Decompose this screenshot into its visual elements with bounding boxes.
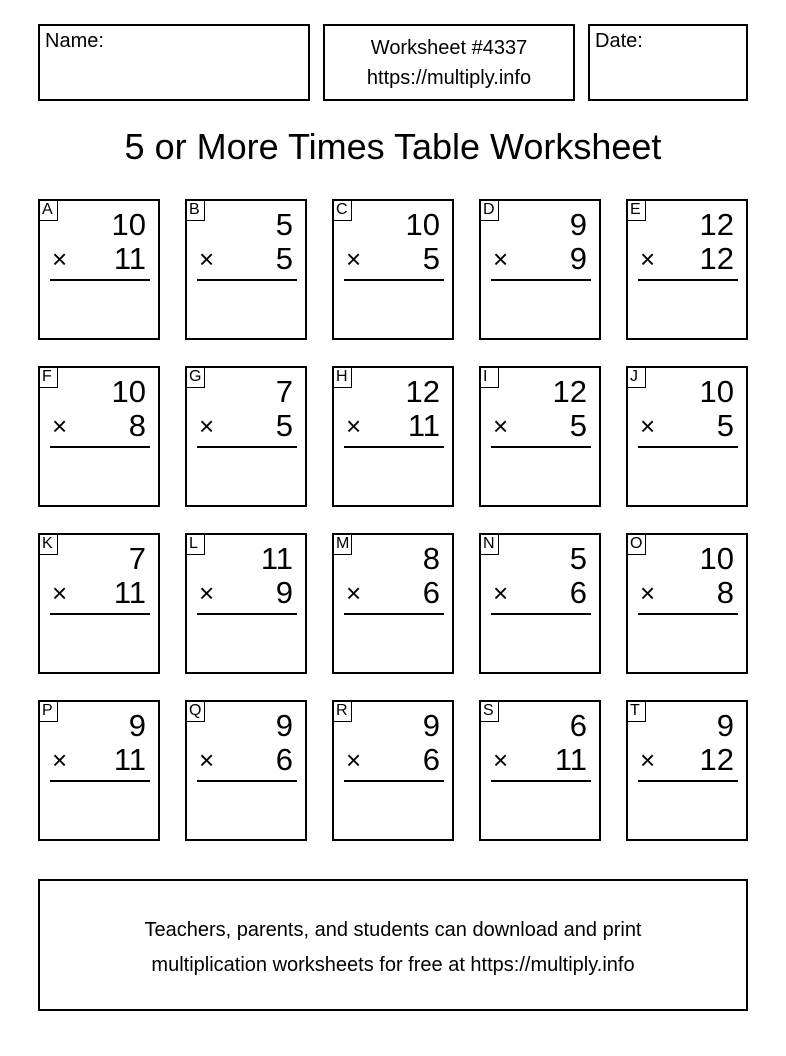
multiply-sign: × <box>199 745 215 775</box>
multiply-sign: × <box>52 411 68 441</box>
multiply-sign: × <box>346 244 362 274</box>
problem-bottom-number: 6 <box>422 575 440 610</box>
problem-top-number: 7 <box>128 541 146 576</box>
problem-card[interactable] <box>479 533 601 674</box>
problem-bottom-number: 11 <box>407 408 440 443</box>
answer-line <box>638 446 738 448</box>
problem-letter: H <box>332 366 352 388</box>
multiply-sign: × <box>52 244 68 274</box>
answer-line <box>197 613 297 615</box>
answer-line <box>344 613 444 615</box>
answer-line <box>197 446 297 448</box>
problem-card[interactable] <box>479 366 601 507</box>
multiply-sign: × <box>346 578 362 608</box>
problem-letter: M <box>332 533 352 555</box>
problem-card[interactable] <box>479 199 601 340</box>
problem-letter: Q <box>185 700 205 722</box>
problem-card[interactable] <box>185 366 307 507</box>
problem-letter: J <box>626 366 646 388</box>
multiply-sign: × <box>199 411 215 441</box>
multiply-sign: × <box>493 244 509 274</box>
problem-bottom-number: 11 <box>554 742 587 777</box>
problem-bottom-number: 5 <box>275 241 293 276</box>
multiply-sign: × <box>199 578 215 608</box>
page-title: 5 or More Times Table Worksheet <box>124 126 662 167</box>
problem-bottom-number: 9 <box>275 575 293 610</box>
problem-bottom-number: 6 <box>275 742 293 777</box>
problem-card[interactable] <box>38 366 160 507</box>
answer-line <box>344 780 444 782</box>
footer-box <box>38 879 748 1011</box>
multiply-sign: × <box>346 411 362 441</box>
problem-top-number: 5 <box>275 207 293 242</box>
footer-line-1: Teachers, parents, and students can download and print <box>144 919 642 941</box>
problem-letter: K <box>38 533 58 555</box>
footer-line-2: multiplication worksheets for free at https://multiply.info <box>151 954 635 976</box>
name-label: Name: <box>45 30 104 52</box>
problem-letter: G <box>185 366 205 388</box>
answer-line <box>197 279 297 281</box>
problem-card[interactable] <box>332 700 454 841</box>
problem-top-number: 7 <box>275 374 293 409</box>
answer-line <box>638 780 738 782</box>
problem-bottom-number: 8 <box>716 575 734 610</box>
problem-card[interactable] <box>38 700 160 841</box>
problem-letter: I <box>479 366 499 388</box>
problem-letter: C <box>332 199 352 221</box>
worksheet-number: Worksheet #4337 <box>370 37 528 59</box>
problem-top-number: 8 <box>422 541 440 576</box>
worksheet-url: https://multiply.info <box>366 67 532 89</box>
answer-line <box>491 446 591 448</box>
multiply-sign: × <box>52 745 68 775</box>
problem-card[interactable] <box>332 199 454 340</box>
problem-bottom-number: 6 <box>569 575 587 610</box>
problem-letter: L <box>185 533 205 555</box>
problem-letter: D <box>479 199 499 221</box>
problem-bottom-number: 6 <box>422 742 440 777</box>
name-field-box[interactable] <box>38 24 310 101</box>
problem-card[interactable] <box>332 366 454 507</box>
problem-card[interactable] <box>479 700 601 841</box>
multiply-sign: × <box>493 578 509 608</box>
problem-letter: T <box>626 700 646 722</box>
multiply-sign: × <box>640 745 656 775</box>
problem-bottom-number: 11 <box>113 742 146 777</box>
problem-bottom-number: 5 <box>716 408 734 443</box>
problem-bottom-number: 5 <box>275 408 293 443</box>
problem-letter: E <box>626 199 646 221</box>
problem-top-number: 9 <box>569 207 587 242</box>
problem-bottom-number: 12 <box>699 742 734 777</box>
multiply-sign: × <box>199 244 215 274</box>
answer-line <box>491 613 591 615</box>
problem-bottom-number: 11 <box>113 575 146 610</box>
problem-letter: A <box>38 199 58 221</box>
multiply-sign: × <box>640 411 656 441</box>
answer-line <box>50 279 150 281</box>
problem-card[interactable] <box>38 533 160 674</box>
problem-bottom-number: 9 <box>569 241 587 276</box>
problem-letter: F <box>38 366 58 388</box>
problem-top-number: 10 <box>699 541 734 576</box>
date-field-box[interactable] <box>588 24 748 101</box>
multiply-sign: × <box>640 578 656 608</box>
answer-line <box>50 780 150 782</box>
answer-line <box>344 279 444 281</box>
problem-top-number: 10 <box>111 374 146 409</box>
answer-line <box>491 279 591 281</box>
problem-top-number: 9 <box>275 708 293 743</box>
problem-card[interactable] <box>626 533 748 674</box>
problem-bottom-number: 5 <box>422 241 440 276</box>
problem-letter: S <box>479 700 499 722</box>
multiply-sign: × <box>493 411 509 441</box>
problem-top-number: 12 <box>552 374 587 409</box>
problem-letter: P <box>38 700 58 722</box>
problem-top-number: 10 <box>699 374 734 409</box>
date-label: Date: <box>595 30 643 52</box>
problem-bottom-number: 8 <box>128 408 146 443</box>
problem-top-number: 6 <box>569 708 587 743</box>
problem-bottom-number: 11 <box>113 241 146 276</box>
problem-top-number: 11 <box>260 541 293 576</box>
multiply-sign: × <box>640 244 656 274</box>
problem-top-number: 10 <box>111 207 146 242</box>
multiply-sign: × <box>346 745 362 775</box>
problem-card[interactable] <box>332 533 454 674</box>
problem-bottom-number: 12 <box>699 241 734 276</box>
multiply-sign: × <box>52 578 68 608</box>
answer-line <box>344 446 444 448</box>
problem-card[interactable] <box>185 533 307 674</box>
problem-card[interactable] <box>38 199 160 340</box>
multiply-sign: × <box>493 745 509 775</box>
worksheet-info-box <box>323 24 575 101</box>
problem-top-number: 9 <box>128 708 146 743</box>
problem-card[interactable] <box>185 199 307 340</box>
problem-bottom-number: 5 <box>569 408 587 443</box>
problem-letter: R <box>332 700 352 722</box>
answer-line <box>491 780 591 782</box>
answer-line <box>50 446 150 448</box>
problem-letter: B <box>185 199 205 221</box>
problem-letter: N <box>479 533 499 555</box>
problem-top-number: 10 <box>405 207 440 242</box>
problem-card[interactable] <box>626 199 748 340</box>
problem-grid <box>38 199 748 841</box>
problem-top-number: 12 <box>699 207 734 242</box>
problem-top-number: 9 <box>422 708 440 743</box>
problem-card[interactable] <box>626 366 748 507</box>
problem-top-number: 5 <box>569 541 587 576</box>
answer-line <box>638 613 738 615</box>
footer-text <box>40 913 746 983</box>
problem-card[interactable] <box>185 700 307 841</box>
problem-top-number: 12 <box>405 374 440 409</box>
answer-line <box>197 780 297 782</box>
answer-line <box>50 613 150 615</box>
problem-card[interactable] <box>626 700 748 841</box>
answer-line <box>638 279 738 281</box>
problem-top-number: 9 <box>716 708 734 743</box>
problem-letter: O <box>626 533 646 555</box>
